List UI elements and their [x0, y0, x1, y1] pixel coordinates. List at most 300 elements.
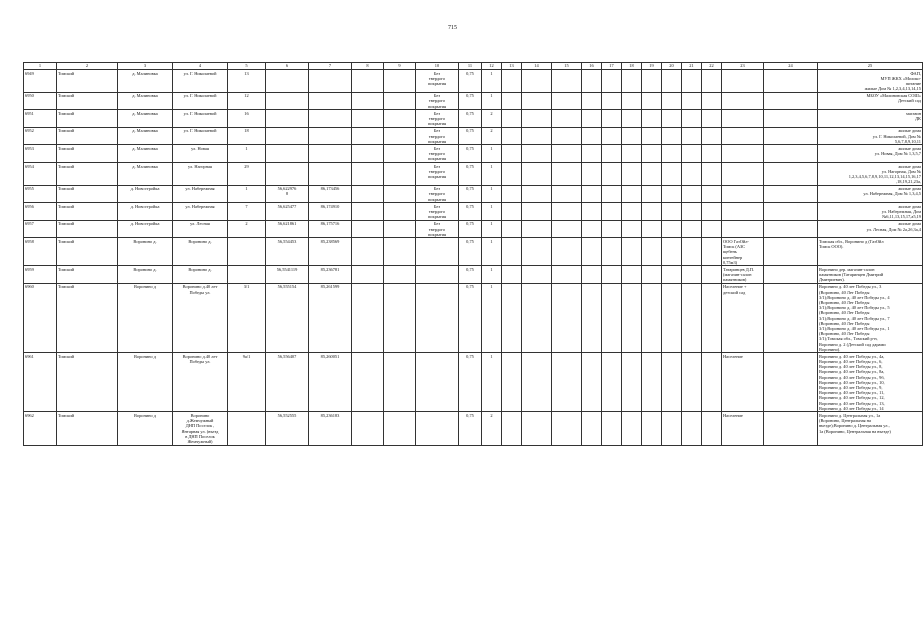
latitude-cell — [266, 110, 309, 128]
container-count-cell: 1 — [482, 185, 502, 203]
district-cell: Томский — [57, 127, 118, 145]
container-count-cell: 1 — [482, 70, 502, 93]
empty-cell — [582, 185, 602, 203]
container-volume-cell: 0,75 — [459, 70, 482, 93]
street-cell: Воронино д. — [173, 266, 228, 284]
empty-cell — [682, 185, 702, 203]
district-cell: Томский — [57, 70, 118, 93]
empty-cell — [662, 238, 682, 266]
column-header: 1 — [24, 63, 57, 70]
latitude-cell — [266, 92, 309, 110]
empty-cell — [764, 412, 818, 445]
empty-cell — [662, 220, 682, 238]
empty-cell — [662, 283, 682, 352]
empty-cell — [582, 266, 602, 284]
empty-cell — [352, 266, 384, 284]
empty-cell — [602, 163, 622, 186]
empty-cell — [702, 238, 722, 266]
column-header: 17 — [602, 63, 622, 70]
empty-cell — [682, 110, 702, 128]
container-count-cell: 1 — [482, 203, 502, 221]
empty-cell — [642, 92, 662, 110]
street-cell: ул. Нагорная — [173, 163, 228, 186]
house-number-cell: 18 — [228, 127, 266, 145]
surface-type-cell — [416, 412, 459, 445]
empty-cell — [582, 163, 602, 186]
waste-source-cell: МБОУ «Малиновская СОШ» Детский сад — [818, 92, 923, 110]
empty-cell — [602, 283, 622, 352]
empty-cell — [384, 203, 416, 221]
empty-cell — [702, 163, 722, 186]
empty-cell — [682, 266, 702, 284]
row-number: 6955 — [24, 185, 57, 203]
settlement-cell: Воронино д. — [118, 266, 173, 284]
waste-source-cell: Воронино дер. магазин-салон памятников (Татаринцев Дмитрий Дмитриевич). — [818, 266, 923, 284]
empty-cell — [682, 127, 702, 145]
row-number: 6950 — [24, 92, 57, 110]
column-header: 14 — [522, 63, 552, 70]
owner-cell: ООО ГазОйл- Томск (АЗС щебень контейнер 0,75м3) — [722, 238, 764, 266]
settlement-cell: д. Малиновка — [118, 163, 173, 186]
container-count-cell: 1 — [482, 353, 502, 412]
owner-cell — [722, 220, 764, 238]
empty-cell — [682, 238, 702, 266]
empty-cell — [662, 70, 682, 93]
empty-cell — [552, 110, 582, 128]
owner-cell: Население — [722, 353, 764, 412]
empty-cell — [662, 412, 682, 445]
latitude-cell: 56,554453 — [266, 238, 309, 266]
empty-cell — [522, 203, 552, 221]
empty-cell — [352, 238, 384, 266]
empty-cell — [602, 266, 622, 284]
empty-cell — [352, 70, 384, 93]
owner-cell: Население + детский сад — [722, 283, 764, 352]
register-table — [23, 62, 923, 446]
column-header-row — [24, 63, 923, 70]
row-number: 6960 — [24, 283, 57, 352]
empty-cell — [522, 185, 552, 203]
district-cell: Томский — [57, 266, 118, 284]
empty-cell — [642, 127, 662, 145]
waste-source-cell: Томская обл., Воронино д (ГазОйл Томск ООО). — [818, 238, 923, 266]
empty-cell — [352, 163, 384, 186]
table-row — [24, 127, 923, 145]
table-row — [24, 203, 923, 221]
latitude-cell — [266, 70, 309, 93]
empty-cell — [622, 266, 642, 284]
table-row — [24, 163, 923, 186]
empty-cell — [642, 185, 662, 203]
owner-cell — [722, 70, 764, 93]
district-cell: Томский — [57, 92, 118, 110]
empty-cell — [682, 220, 702, 238]
owner-cell: Татаринцев Д.П. (магазин-салон памятников) — [722, 266, 764, 284]
settlement-cell: д. Малиновка — [118, 145, 173, 163]
house-number-cell — [228, 238, 266, 266]
empty-cell — [384, 110, 416, 128]
empty-cell — [662, 145, 682, 163]
surface-type-cell — [416, 266, 459, 284]
row-number: 6954 — [24, 163, 57, 186]
row-number: 6956 — [24, 203, 57, 221]
empty-cell — [702, 412, 722, 445]
column-header: 23 — [722, 63, 764, 70]
empty-cell — [642, 110, 662, 128]
house-number-cell: 13 — [228, 70, 266, 93]
street-cell: ул. Новая — [173, 145, 228, 163]
container-volume-cell: 0,75 — [459, 283, 482, 352]
empty-cell — [764, 220, 818, 238]
empty-cell — [662, 266, 682, 284]
house-number-cell: 3/1 — [228, 283, 266, 352]
empty-cell — [602, 110, 622, 128]
empty-cell — [702, 92, 722, 110]
empty-cell — [682, 353, 702, 412]
column-header: 15 — [552, 63, 582, 70]
longitude-cell: 85,236781 — [309, 266, 352, 284]
table-row — [24, 238, 923, 266]
table-row — [24, 353, 923, 412]
waste-source-cell: Воронино д. Центральная ул., 1а (Воронино, Центральная на въезде);Воронино д. Центральная ул., 1а (Воронино, Центральная на въезде) — [818, 412, 923, 445]
empty-cell — [352, 92, 384, 110]
latitude-cell: 56,555154 — [266, 283, 309, 352]
empty-cell — [764, 238, 818, 266]
empty-cell — [522, 220, 552, 238]
owner-cell — [722, 127, 764, 145]
latitude-cell: 56,5541119 — [266, 266, 309, 284]
longitude-cell — [309, 145, 352, 163]
empty-cell — [522, 92, 552, 110]
container-count-cell: 1 — [482, 220, 502, 238]
table-row — [24, 266, 923, 284]
owner-cell — [722, 92, 764, 110]
empty-cell — [642, 70, 662, 93]
empty-cell — [764, 127, 818, 145]
empty-cell — [764, 185, 818, 203]
latitude-cell: 56,621861 — [266, 220, 309, 238]
empty-cell — [682, 145, 702, 163]
row-number: 6952 — [24, 127, 57, 145]
empty-cell — [764, 283, 818, 352]
empty-cell — [702, 353, 722, 412]
empty-cell — [662, 203, 682, 221]
empty-cell — [384, 266, 416, 284]
district-cell: Томский — [57, 220, 118, 238]
latitude-cell: 56,625477 — [266, 203, 309, 221]
empty-cell — [384, 70, 416, 93]
empty-cell — [352, 283, 384, 352]
empty-cell — [602, 70, 622, 93]
container-volume-cell: 0,75 — [459, 353, 482, 412]
empty-cell — [384, 92, 416, 110]
empty-cell — [522, 238, 552, 266]
empty-cell — [682, 163, 702, 186]
longitude-cell — [309, 110, 352, 128]
empty-cell — [522, 266, 552, 284]
empty-cell — [582, 283, 602, 352]
empty-cell — [582, 92, 602, 110]
street-cell: ул. Набережная — [173, 185, 228, 203]
empty-cell — [642, 266, 662, 284]
street-cell: Воронино д. — [173, 238, 228, 266]
container-count-cell: 2 — [482, 127, 502, 145]
empty-cell — [702, 266, 722, 284]
empty-cell — [502, 70, 522, 93]
latitude-cell — [266, 163, 309, 186]
row-number: 6958 — [24, 238, 57, 266]
table-row — [24, 220, 923, 238]
settlement-cell: д. Новостройка — [118, 220, 173, 238]
table-row — [24, 412, 923, 445]
longitude-cell: 86,173456 — [309, 185, 352, 203]
street-cell: ул. Г. Николаевой — [173, 127, 228, 145]
row-number: 6949 — [24, 70, 57, 93]
column-header: 4 — [173, 63, 228, 70]
house-number-cell — [228, 412, 266, 445]
column-header: 2 — [57, 63, 118, 70]
empty-cell — [502, 110, 522, 128]
empty-cell — [622, 412, 642, 445]
empty-cell — [622, 283, 642, 352]
empty-cell — [764, 163, 818, 186]
column-header: 18 — [622, 63, 642, 70]
empty-cell — [502, 185, 522, 203]
empty-cell — [602, 185, 622, 203]
empty-cell — [384, 412, 416, 445]
empty-cell — [582, 412, 602, 445]
container-count-cell: 1 — [482, 238, 502, 266]
container-volume-cell: 0,75 — [459, 145, 482, 163]
waste-source-cell: Воронино д. 40 лет Победы ул., 4а, Воронино д. 40 лет Победы ул., 6, Воронино д. 40 лет Победы ул., 8, Воронино д. 40 лет Победы ул., 8а, Воронино д. 40 лет Победы ул., 9б, Воронино д. 40 лет Победы ул., 10, Воронино д. 40 лет Победы ул., 9, Воронино д. 40 лет Победы ул., 11, Воронино д. 40 лет Победы ул., 12, Воронино д. 40 лет Победы ул., 13, Воронино д. 40 лет Победы ул., 14 — [818, 353, 923, 412]
empty-cell — [622, 238, 642, 266]
house-number-cell: 2 — [228, 220, 266, 238]
empty-cell — [352, 185, 384, 203]
row-number: 6962 — [24, 412, 57, 445]
empty-cell — [384, 283, 416, 352]
empty-cell — [642, 220, 662, 238]
house-number-cell: 16 — [228, 110, 266, 128]
house-number-cell: 29 — [228, 163, 266, 186]
empty-cell — [682, 283, 702, 352]
surface-type-cell: Без твердого покрытия — [416, 145, 459, 163]
empty-cell — [582, 220, 602, 238]
settlement-cell: д. Новостройка — [118, 185, 173, 203]
empty-cell — [764, 92, 818, 110]
empty-cell — [384, 353, 416, 412]
container-count-cell: 1 — [482, 283, 502, 352]
container-volume-cell: 0,75 — [459, 203, 482, 221]
latitude-cell: 56,556407 — [266, 353, 309, 412]
empty-cell — [522, 127, 552, 145]
settlement-cell: Воронино д — [118, 283, 173, 352]
empty-cell — [522, 145, 552, 163]
empty-cell — [502, 203, 522, 221]
empty-cell — [352, 127, 384, 145]
empty-cell — [552, 185, 582, 203]
empty-cell — [642, 353, 662, 412]
surface-type-cell: Без твердого покрытия — [416, 163, 459, 186]
district-cell: Томский — [57, 238, 118, 266]
empty-cell — [582, 145, 602, 163]
district-cell: Томский — [57, 412, 118, 445]
empty-cell — [522, 353, 552, 412]
empty-cell — [682, 412, 702, 445]
waste-source-cell: жилые дома ул. Новая, Дом № 1,3,5,7 — [818, 145, 923, 163]
latitude-cell — [266, 127, 309, 145]
street-cell: Воронино д.Жемчужный ДНП Поселок , Янтарная ул. (въезд в ДНП Поселок Жемчужный) — [173, 412, 228, 445]
surface-type-cell — [416, 353, 459, 412]
longitude-cell — [309, 163, 352, 186]
empty-cell — [552, 70, 582, 93]
empty-cell — [642, 203, 662, 221]
empty-cell — [552, 412, 582, 445]
container-volume-cell: 0,75 — [459, 238, 482, 266]
empty-cell — [552, 266, 582, 284]
district-cell: Томский — [57, 283, 118, 352]
settlement-cell: д. Малиновка — [118, 110, 173, 128]
empty-cell — [662, 127, 682, 145]
empty-cell — [502, 127, 522, 145]
row-number: 6961 — [24, 353, 57, 412]
empty-cell — [622, 110, 642, 128]
waste-source-cell: жилые дома ул. Лесная, Дом № 2а,2б,3а,4 — [818, 220, 923, 238]
empty-cell — [352, 220, 384, 238]
empty-cell — [662, 163, 682, 186]
empty-cell — [764, 145, 818, 163]
table-row — [24, 145, 923, 163]
street-cell: ул. Лесная — [173, 220, 228, 238]
waste-source-cell: ФАП, МУП ЖКХ «Молоко- питание жилые Дом № 1,2,3,4,13,14,15 — [818, 70, 923, 93]
surface-type-cell: Без твердого покрытия — [416, 70, 459, 93]
street-cell: Воронино д.40 лет Победы ул. — [173, 283, 228, 352]
column-header: 11 — [459, 63, 482, 70]
empty-cell — [502, 163, 522, 186]
empty-cell — [702, 127, 722, 145]
district-cell: Томский — [57, 110, 118, 128]
container-count-cell: 1 — [482, 266, 502, 284]
owner-cell — [722, 203, 764, 221]
empty-cell — [682, 92, 702, 110]
container-volume-cell: 0,75 — [459, 163, 482, 186]
empty-cell — [602, 203, 622, 221]
surface-type-cell — [416, 238, 459, 266]
empty-cell — [552, 283, 582, 352]
empty-cell — [502, 92, 522, 110]
column-header: 16 — [582, 63, 602, 70]
column-header: 21 — [682, 63, 702, 70]
surface-type-cell: Без твердого покрытия — [416, 127, 459, 145]
column-header: 7 — [309, 63, 352, 70]
settlement-cell: д. Малиновка — [118, 127, 173, 145]
empty-cell — [602, 353, 622, 412]
surface-type-cell — [416, 283, 459, 352]
empty-cell — [352, 145, 384, 163]
owner-cell — [722, 163, 764, 186]
waste-source-cell: магазин ДК — [818, 110, 923, 128]
empty-cell — [602, 220, 622, 238]
container-count-cell: 1 — [482, 145, 502, 163]
container-count-cell: 2 — [482, 412, 502, 445]
settlement-cell: Воронино д — [118, 412, 173, 445]
column-header: 8 — [352, 63, 384, 70]
table-row — [24, 185, 923, 203]
page-number: 715 — [448, 25, 457, 31]
empty-cell — [352, 110, 384, 128]
empty-cell — [384, 127, 416, 145]
surface-type-cell: Без твердого покрытия — [416, 220, 459, 238]
empty-cell — [502, 238, 522, 266]
empty-cell — [702, 70, 722, 93]
empty-cell — [682, 203, 702, 221]
house-number-cell: 1 — [228, 145, 266, 163]
empty-cell — [352, 353, 384, 412]
container-count-cell: 2 — [482, 110, 502, 128]
empty-cell — [552, 238, 582, 266]
column-header: 24 — [764, 63, 818, 70]
house-number-cell: 1 — [228, 185, 266, 203]
column-header: 6 — [266, 63, 309, 70]
empty-cell — [384, 163, 416, 186]
settlement-cell: Воронино д. — [118, 238, 173, 266]
empty-cell — [384, 220, 416, 238]
table-row — [24, 70, 923, 93]
house-number-cell: 12 — [228, 92, 266, 110]
waste-source-cell: Воронино д. 40 лет Победы ул., 3 (Воронино, 40 Лет Победы 3/1);Воронино д. 40 лет Победы ул., 4 (Воронино, 40 Лет Победы 3/1);Воронино д. 40 лет Победы ул., 5 (Воронино, 40 Лет Победы 3/1);Воронино д. 40 лет Победы ул., 7 (Воронино, 40 Лет Победы 3/1);Воронино д. 40 лет Победы ул., 1 (Воронино, 40 Лет Победы 3/1);Томская обл., Томский р-н, Воронино д. 2 (Детский сад дарами Воронино). — [818, 283, 923, 352]
empty-cell — [702, 185, 722, 203]
container-volume-cell: 0,75 — [459, 110, 482, 128]
empty-cell — [502, 266, 522, 284]
house-number-cell: 9а/1 — [228, 353, 266, 412]
table-body — [24, 70, 923, 446]
empty-cell — [662, 110, 682, 128]
empty-cell — [384, 238, 416, 266]
container-volume-cell: 0,75 — [459, 92, 482, 110]
settlement-cell: д. Малиновка — [118, 92, 173, 110]
empty-cell — [702, 145, 722, 163]
column-header: 5 — [228, 63, 266, 70]
street-cell: ул. Г. Николаевой — [173, 70, 228, 93]
column-header: 25 — [818, 63, 923, 70]
container-volume-cell: 0,75 — [459, 412, 482, 445]
column-header: 20 — [662, 63, 682, 70]
empty-cell — [384, 185, 416, 203]
waste-source-cell: жилые дома ул. Г. Николаевой, Дом № 5,6,7,8,9,10,11 — [818, 127, 923, 145]
row-number: 6951 — [24, 110, 57, 128]
empty-cell — [552, 145, 582, 163]
empty-cell — [764, 70, 818, 93]
longitude-cell: 85,238569 — [309, 238, 352, 266]
empty-cell — [502, 353, 522, 412]
empty-cell — [764, 203, 818, 221]
empty-cell — [622, 220, 642, 238]
empty-cell — [502, 283, 522, 352]
waste-source-cell: жилые дома ул. Нагорная, Дом № 1,2,3,4,5,6,7,8,9,10,11,12,13,14,15,16,17 ,18,19,21,23а, — [818, 163, 923, 186]
empty-cell — [522, 283, 552, 352]
empty-cell — [764, 110, 818, 128]
empty-cell — [602, 238, 622, 266]
longitude-cell: 86,175716 — [309, 220, 352, 238]
empty-cell — [702, 203, 722, 221]
empty-cell — [582, 70, 602, 93]
house-number-cell — [228, 266, 266, 284]
table-row — [24, 283, 923, 352]
container-volume-cell: 0,75 — [459, 220, 482, 238]
empty-cell — [552, 220, 582, 238]
district-cell: Томский — [57, 145, 118, 163]
owner-cell — [722, 185, 764, 203]
longitude-cell: 86,174910 — [309, 203, 352, 221]
